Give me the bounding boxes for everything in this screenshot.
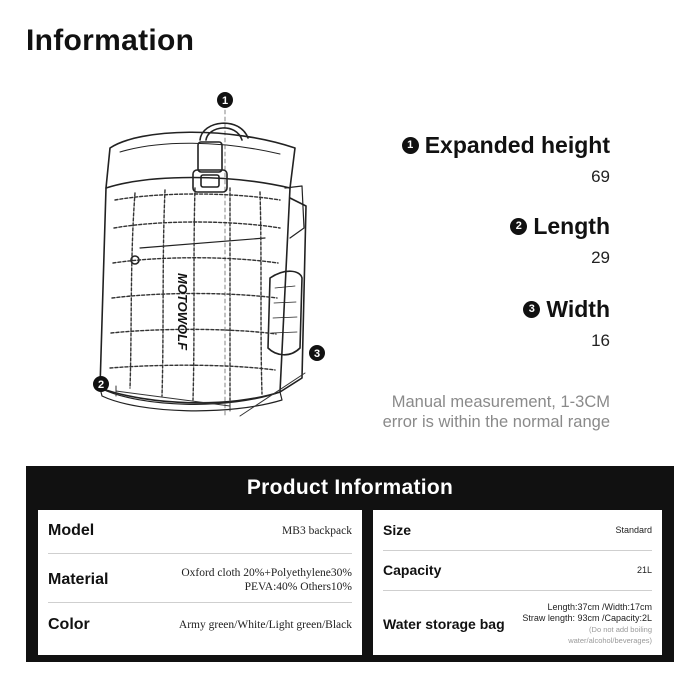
spec-row-color [48,616,352,634]
divider [383,550,652,551]
spec-value [282,524,352,538]
number-badge-3: 3 [523,301,540,318]
dimension-label: Length [533,213,610,239]
dimension-label: Width [546,296,610,322]
number-badge-1: 1 [402,137,419,154]
spec-value [615,525,652,536]
spec-value-line: PEVA:40% Others10% [244,581,352,593]
divider [48,602,352,603]
product-info-title: Product Information [246,476,454,499]
spec-value-line: MB3 backpack [282,525,352,537]
spec-value-line: Oxford cloth 20%+Polyethylene30% [181,567,352,579]
bungee-net [110,188,280,400]
spec-label: Color [48,616,90,633]
spec-label: Water storage bag [383,616,505,632]
spec-label: Capacity [383,562,442,578]
spec-value-line: Army green/White/Light green/Black [178,619,352,631]
spec-row-model [48,522,352,540]
svg-text:2: 2 [97,379,105,391]
spec-row-capacity [383,562,652,578]
spec-value [181,566,352,594]
spec-value-line: Straw length: 93cm /Capacity:2L [522,613,652,623]
product-info-right-card [373,510,662,655]
spec-row-material [48,566,352,594]
spec-row-water-storage-bag [383,602,652,646]
spec-row-size [383,522,652,538]
spec-value-line: Length:37cm /Width:17cm [547,602,652,612]
product-info-panel [26,466,674,662]
measurement-note [383,392,610,432]
spec-label: Material [48,571,109,588]
spec-label: Size [383,522,412,538]
dimension-value: 16 [591,331,610,350]
product-info-left-card [38,510,362,655]
measurement-note-line-1: Manual measurement, 1-3CM [391,393,610,411]
spec-value [637,565,652,576]
spec-value-line: 21L [636,564,652,575]
divider [48,553,352,554]
divider [383,590,652,591]
dimension-length [510,213,610,268]
brand-logo-text: MOTOWOLF [175,273,190,351]
number-badge-2: 2 [510,218,527,235]
svg-text:3: 3 [313,348,321,360]
dimension-value: 29 [591,248,610,267]
spec-value [505,602,652,646]
page-title: Information [26,24,195,57]
dimension-expanded-height [402,132,610,187]
dimension-value: 69 [591,167,610,186]
spec-value-line: Standard [615,524,652,535]
dimension-width [523,296,610,351]
dimension-label: Expanded height [424,132,610,158]
spec-label: Model [48,522,95,539]
svg-text:1: 1 [221,95,229,107]
spec-value-note: (Do not add boiling water/alcohol/beverages) [568,625,652,645]
backpack-illustration [80,88,340,428]
spec-value [179,618,352,632]
measurement-note-line-2: error is within the normal range [382,413,610,431]
